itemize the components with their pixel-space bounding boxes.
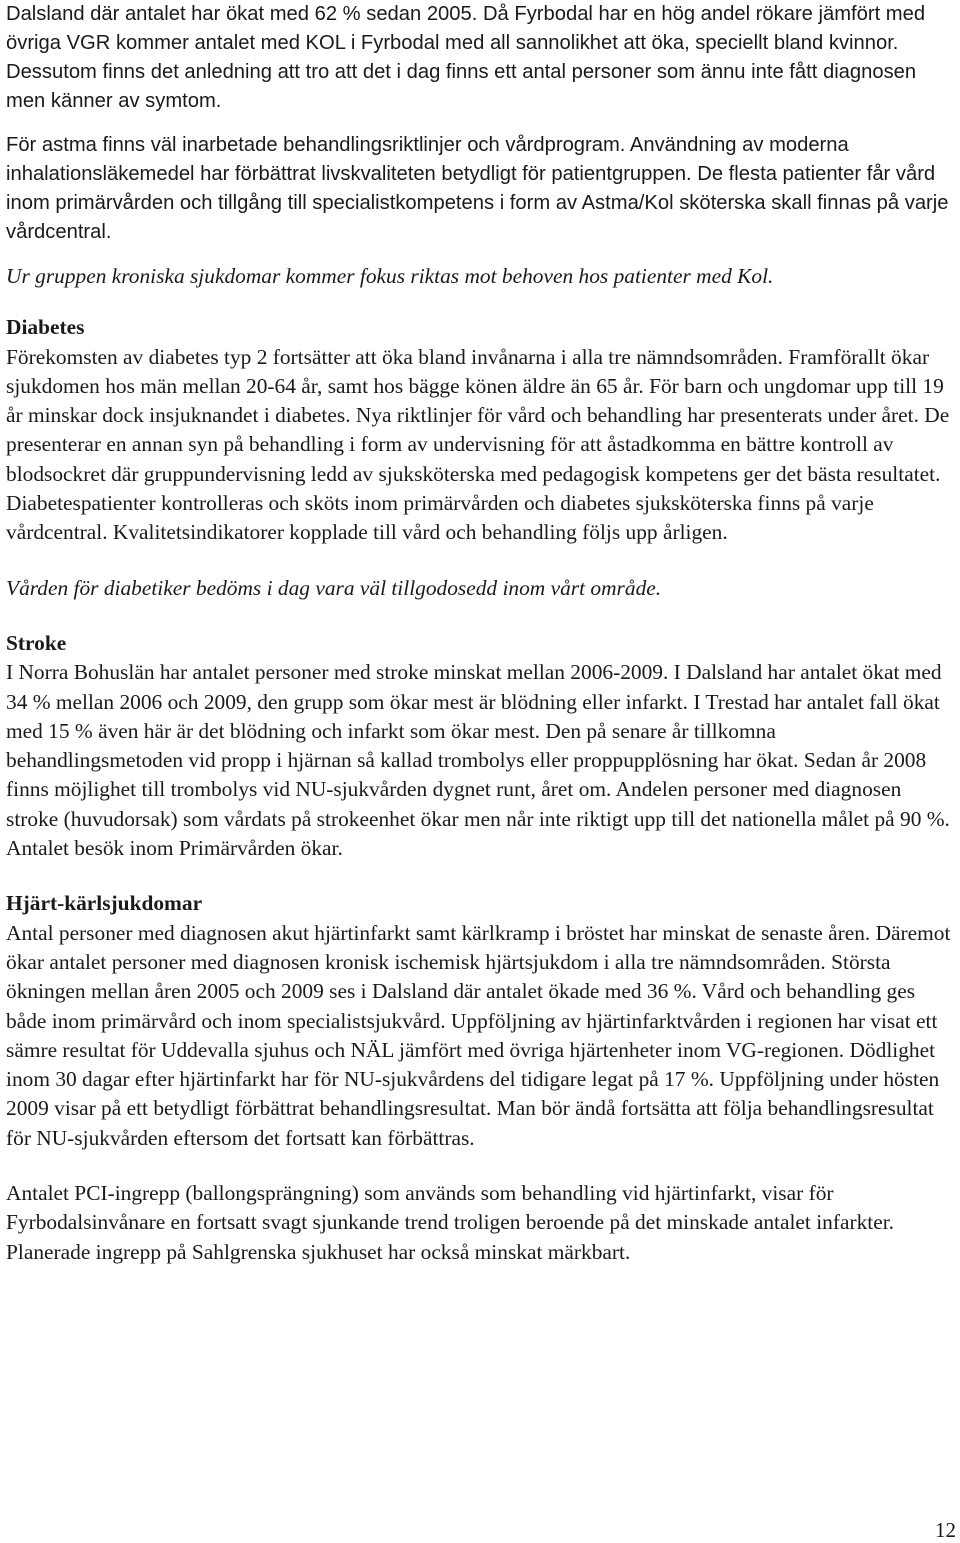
stroke-heading: Stroke	[6, 630, 67, 655]
page-number: 12	[935, 1518, 956, 1542]
stroke-paragraph: I Norra Bohuslän har antalet personer med stroke minskat mellan 2006-2009. I Dalsland har antalet ökat med 34 % mellan 2006 och 2009, den grupp som ökar mest är blödning eller infarkt. I Trestad har antalet fall ökat med 15 % även här är det blödning och infarkt som ökar mest. Den på senare år tillkomna behandlingsmetoden vid propp i hjärnan så kallad trombolys eller proppupplösning har ökat. Sedan år 2008 finns möjlighet till trombolys vid NU-sjukvården dygnet runt, året om. Andelen personer med diagnosen stroke (huvudorsak) som vårdats på strokeenhet ökar men når inte riktigt upp till det nationella målet på 90 %. Antalet besök inom Primärvården ökar.	[6, 660, 950, 861]
diabetes-assessment: Vården för diabetiker bedöms i dag vara väl tillgodosedd inom vårt område.	[6, 575, 662, 600]
hjart-karl-paragraph: Antal personer med diagnosen akut hjärtinfarkt samt kärlkramp i bröstet har minskat de senaste åren. Däremot ökar antalet personer med diagnosen kronisk ischemisk hjärtsjukdom i alla tre nämndsområden. Största ökningen mellan åren 2005 och 2009 ses i Dalsland där antalet ökade med 36 %. Vård och behandling ges både inom primärvård och inom specialistsjukvård. Uppföljning av hjärtinfarktvården i regionen har visat ett sämre resultat för Uddevalla sjuhus och NÄL jämfört med övriga hjärtenheter inom VG-regionen. Dödlighet inom 30 dagar efter hjärtinfarkt har för NU-sjukvårdens del tidigare legat på 17 %. Uppföljning under hösten 2009 visar på ett betydligt förbättrat behandlingsresultat. Man bör ändå fortsätta att följa behandlingsresultat för NU-sjukvården eftersom det fortsatt kan förbättras.	[6, 920, 951, 1150]
diabetes-paragraph: Förekomsten av diabetes typ 2 fortsätter att öka bland invånarna i alla tre nämndsområden. Framförallt ökar sjukdomen hos män mellan 20-64 år, samt hos bägge könen äldre än 65 år. För barn och ungdomar upp till 19 år minskar dock insjuknandet i diabetes. Nya riktlinjer för vård och behandling har presenterats under året. De presenterar en annan syn på behandling i form av undervisning för att åstadkomma en bättre kontroll av blodsockret där gruppundervisning ledd av sjuksköterska med pedagogisk kompetens ger det bästa resultatet. Diabetespatienter kontrolleras och sköts inom primärvården och diabetes sjuksköterska finns på varje vårdcentral. Kvalitetsindikatorer kopplade till vård och behandling följs upp årligen.	[6, 344, 950, 545]
document-page	[6, 0, 956, 1267]
kol-paragraph: Dalsland där antalet har ökat med 62 % sedan 2005. Då Fyrbodal har en hög andel rökare jämfört med övriga VGR kommer antalet med KOL i Fyrbodal med all sannolikhet att öka, speciellt bland kvinnor. Dessutom finns det anledning att tro att det i dag finns ett antal personer som ännu inte fått diagnosen men känner av symtom.	[6, 3, 926, 112]
hjart-karl-heading: Hjärt-kärlsjukdomar	[6, 891, 203, 916]
kol-focus-note: Ur gruppen kroniska sjukdomar kommer fokus riktas mot behoven hos patienter med Kol.	[6, 264, 774, 288]
diabetes-heading: Diabetes	[6, 315, 85, 340]
pci-paragraph: Antalet PCI-ingrepp (ballongsprängning) som används som behandling vid hjärtinfarkt, visar för Fyrbodalsinvånare en fortsatt svagt sjunkande trend troligen beroende på det minskade antalet infarkter. Planerade ingrepp på Sahlgrenska sjukhuset har också minskat märkbart.	[6, 1181, 895, 1264]
astma-paragraph: För astma finns väl inarbetade behandlingsriktlinjer och vårdprogram. Användning av moderna inhalationsläkemedel har förbättrat livskvaliteten betydligt för patientgruppen. De flesta patienter får vård inom primärvården och tillgång till specialistkompetens i form av Astma/Kol sköterska skall finnas på varje vårdcentral.	[6, 134, 949, 243]
